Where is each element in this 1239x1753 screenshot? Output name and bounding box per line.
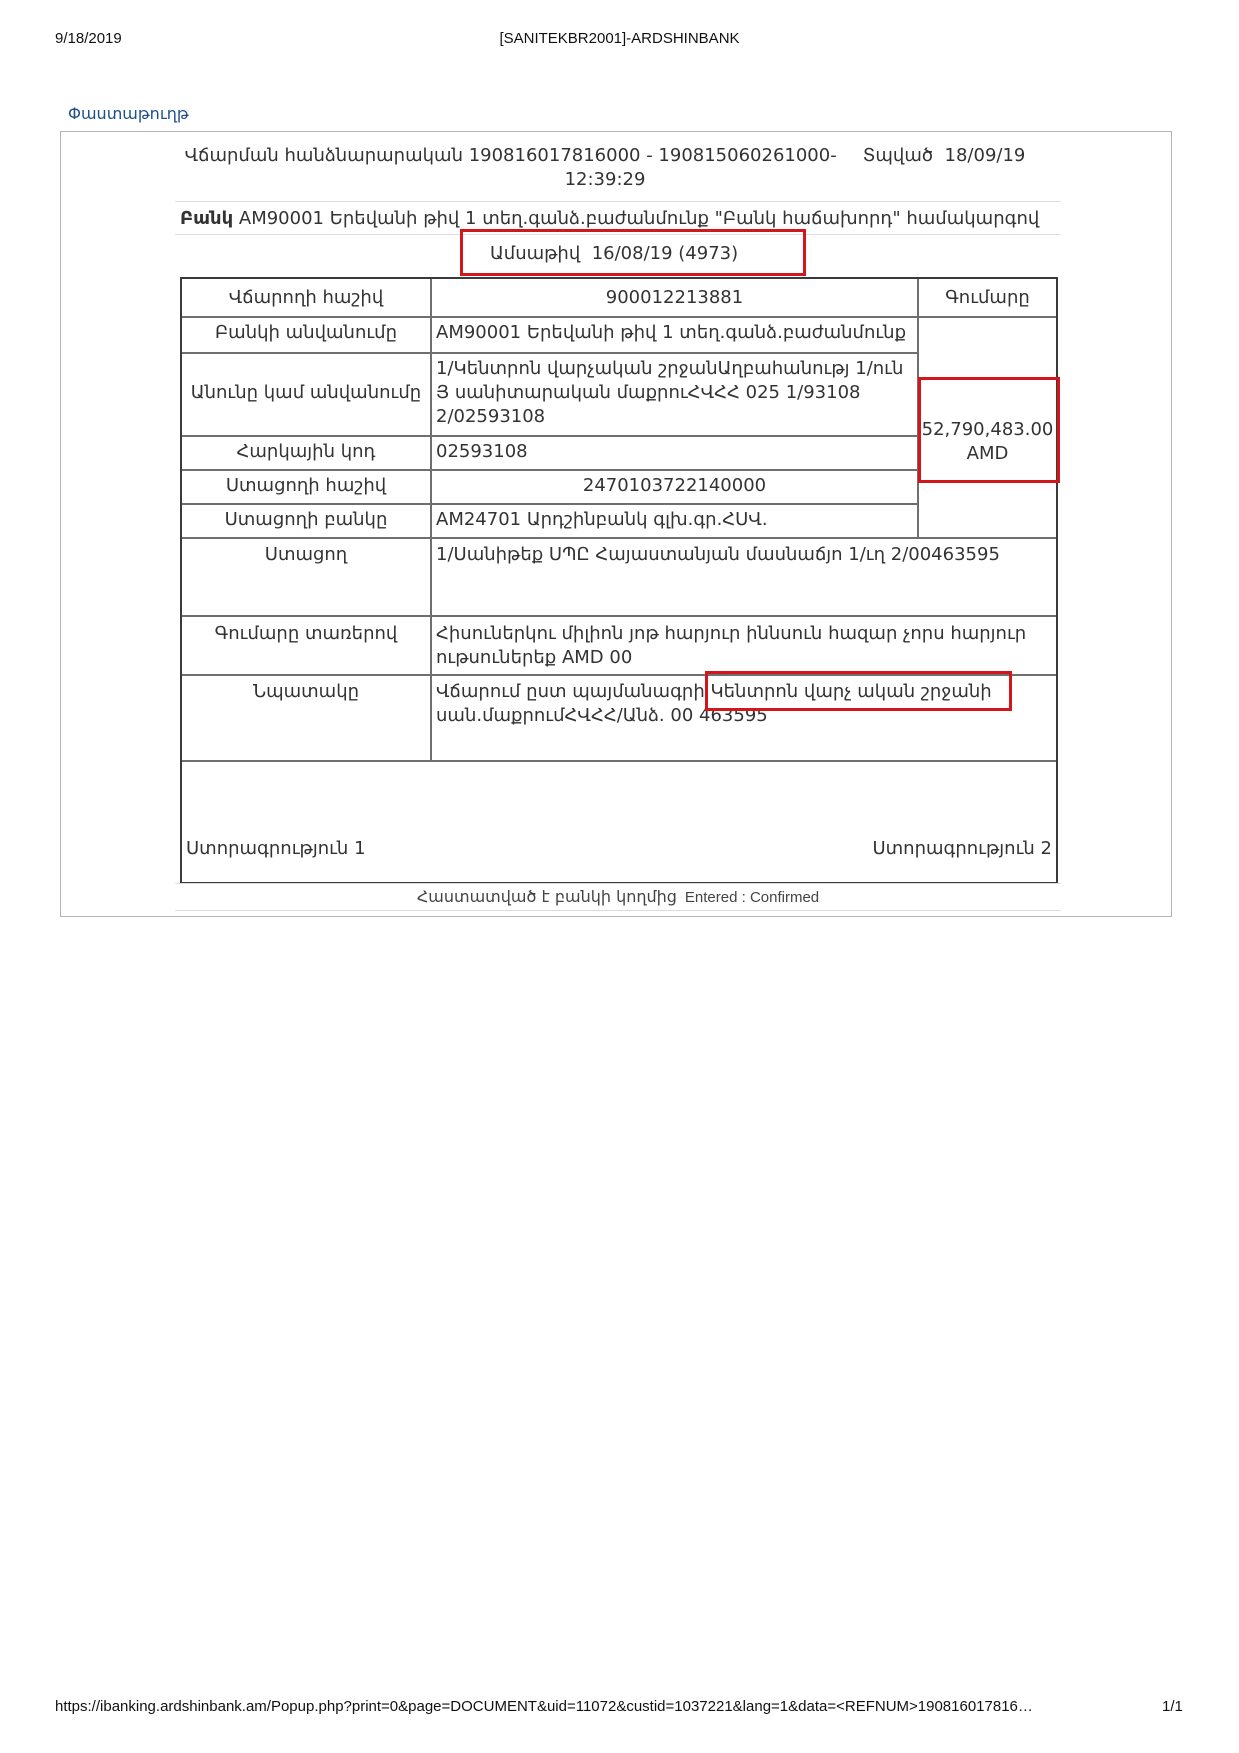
print-footer-page: 1/1 [1162, 1698, 1183, 1715]
confirmation-note [175, 883, 1061, 911]
row-divider [917, 316, 1056, 318]
row-divider [182, 469, 917, 471]
print-footer-url: https://ibanking.ardshinbank.am/Popup.php?print=0&page=DOCUMENT&uid=11072&custid=1037221&lang=1&data=<REFNUM>190816017816… [55, 1698, 1033, 1715]
amount-words-line: ութսուներեք AMD 00 [436, 647, 633, 668]
column-divider [430, 279, 432, 760]
row-divider [182, 615, 1056, 617]
order-title: Վճարման հանձնարարական 190816017816000 - 190815060261000- [184, 145, 837, 166]
signature-2: Ստորագրություն 2 [872, 838, 1052, 859]
recipient: 1/Սանիթեք ՍՊԸ Հայաստանյան մասնաճյո 1/ւղ 2/00463595 [436, 544, 1000, 565]
printed-date: 18/09/19 [944, 145, 1026, 166]
row-divider [182, 537, 1056, 539]
divider [175, 201, 1061, 202]
bank-name-label: Բանկի անվանումը [215, 322, 397, 343]
tax-code: 02593108 [436, 441, 528, 462]
print-title: [SANITEKBR2001]-ARDSHINBANK [499, 30, 740, 47]
currency: AMD [966, 443, 1009, 464]
payment-table [180, 277, 1058, 884]
recipient-account-label: Ստացողի հաշիվ [225, 475, 387, 496]
purpose-line: սան.մաքրումՀՎՀՀ/Անձ. 00 463595 [436, 705, 768, 726]
recipient-account: 2470103722140000 [582, 475, 767, 496]
bank-value: AM90001 Երեվանի թիվ 1 տեղ.գանձ.բաժանմունք "Բանկ հաճախորդ" համակարգով [238, 208, 1040, 229]
payer-account: 900012213881 [605, 287, 744, 308]
confirmed-text: Հաստատված է բանկի կողմից [416, 887, 677, 906]
recipient-label: Ստացող [264, 544, 348, 565]
row-divider [182, 760, 1056, 762]
row-divider [182, 435, 917, 437]
payer-name-label: Անունը կամ անվանումը [190, 382, 422, 403]
payer-account-label: Վճարողի հաշիվ [228, 287, 384, 308]
bank-line [180, 207, 1039, 231]
date-value: 16/08/19 (4973) [591, 243, 739, 264]
bank-label: Բանկ [180, 208, 234, 229]
row-divider [182, 352, 917, 354]
payer-name-line: 1/Կենտրոն վարչական շրջանԱղբահանությ 1/ուն [436, 358, 904, 379]
date-label: Ամսաթիվ [490, 243, 581, 264]
payer-name-line: Յ սանիտարական մաքրուՀՎՀՀ 025 1/93108 [436, 382, 861, 403]
date-highlight-box [460, 229, 806, 276]
row-divider [182, 503, 917, 505]
amount-highlight-box [918, 377, 1060, 483]
printed-label: Տպված [862, 145, 934, 166]
status-text: Entered : Confirmed [684, 889, 820, 906]
amount-words [436, 622, 1026, 670]
order-header [175, 144, 1035, 192]
recipient-bank-label: Ստացողի բանկը [224, 509, 388, 530]
printed-time: 12:39:29 [564, 169, 646, 190]
document-link[interactable]: Փաստաթուղթ [68, 104, 189, 123]
print-date: 9/18/2019 [55, 30, 122, 47]
signature-1: Ստորագրություն 1 [186, 838, 366, 859]
payer-name-line: 2/02593108 [436, 406, 546, 427]
amount-words-line: Հիսուներկու միլիոն յոթ հարյուր իննսուն հազար չորս հարյուր [436, 623, 1027, 644]
amount-label: Գումարը [945, 287, 1030, 308]
purpose-label: Նպատակը [252, 681, 360, 702]
amount: 52,790,483.00 [921, 419, 1054, 440]
purpose-line: Վճարում ըստ պայմանագրի Կենտրոն վարչ ական շրջանի [436, 681, 992, 702]
payer-name [436, 357, 903, 429]
recipient-bank: AM24701 Արդշինբանկ գլխ.գր.ՀՍՎ. [436, 509, 768, 530]
purpose-highlight-box [705, 671, 1012, 711]
amount-words-label: Գումարը տառերով [214, 623, 398, 644]
tax-code-label: Հարկային կոդ [236, 441, 376, 462]
row-divider [182, 316, 917, 318]
bank-name: AM90001 Երեվանի թիվ 1 տեղ.գանձ.բաժանմունք [436, 322, 907, 343]
